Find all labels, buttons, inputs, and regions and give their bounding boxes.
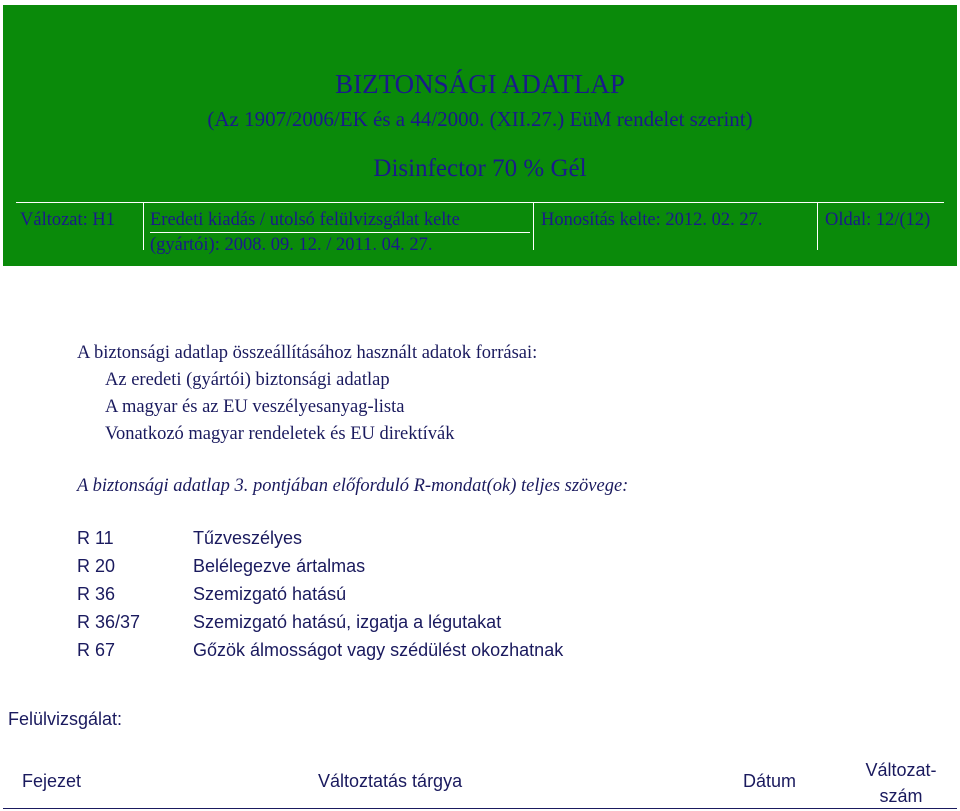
product-name: Disinfector 70 % Gél <box>373 155 587 182</box>
issue-date-line: Eredeti kiadás / utolsó felülvizsgálat kelte <box>150 210 460 230</box>
revision-col-subject: Változtatás tárgya <box>318 771 463 791</box>
issue-date-cell <box>150 208 460 258</box>
rphrase-code: R 20 <box>77 556 116 576</box>
rphrase-code: R 67 <box>77 640 116 660</box>
rphrase-text: Tűzveszélyes <box>193 528 303 548</box>
sources-heading: A biztonsági adatlap összeállításához használt adatok forrásai: <box>77 343 538 363</box>
revision-col-version-line: szám <box>879 786 923 806</box>
rphrase-text: Gőzök álmosságot vagy szédülést okozhatnak <box>193 640 564 660</box>
page-number-cell: Oldal: 12/(12) <box>825 210 931 230</box>
revision-col-chapter: Fejezet <box>22 771 82 791</box>
document-subtitle: (Az 1907/2006/EK és a 44/2000. (XII.27.) EüM rendelet szerint) <box>207 107 753 131</box>
rphrase-text: Szemizgató hatású <box>193 584 347 604</box>
rphrase-code: R 11 <box>77 528 114 548</box>
source-item: Vonatkozó magyar rendeletek és EU direktívák <box>105 424 455 444</box>
source-item: Az eredeti (gyártói) biztonsági adatlap <box>105 370 390 390</box>
header-divider <box>143 202 144 250</box>
revision-label: Felülvizsgálat: <box>8 709 123 729</box>
header-divider <box>16 202 944 203</box>
header-divider <box>533 202 534 250</box>
approval-date-cell: Honosítás kelte: 2012. 02. 27. <box>541 210 763 230</box>
issue-date-line: (gyártói): 2008. 09. 12. / 2011. 04. 27. <box>150 235 433 255</box>
revision-col-version <box>856 757 946 809</box>
rphrase-code: R 36 <box>77 584 116 604</box>
rphrases-heading: A biztonsági adatlap 3. pontjában előforduló R-mondat(ok) teljes szövege: <box>77 476 629 496</box>
source-item: A magyar és az EU veszélyesanyag-lista <box>105 397 405 417</box>
revision-table-rule <box>3 808 957 809</box>
rphrase-text: Szemizgató hatású, izgatja a légutakat <box>193 612 502 632</box>
rphrase-text: Belélegezve ártalmas <box>193 556 366 576</box>
document-header <box>3 5 957 266</box>
revision-col-date: Dátum <box>743 771 797 791</box>
version-cell: Változat: H1 <box>20 210 116 230</box>
header-divider <box>817 202 818 250</box>
revision-col-version-line: Változat- <box>865 760 937 780</box>
document-title: BIZTONSÁGI ADATLAP <box>335 69 625 99</box>
rphrase-code: R 36/37 <box>77 612 141 632</box>
